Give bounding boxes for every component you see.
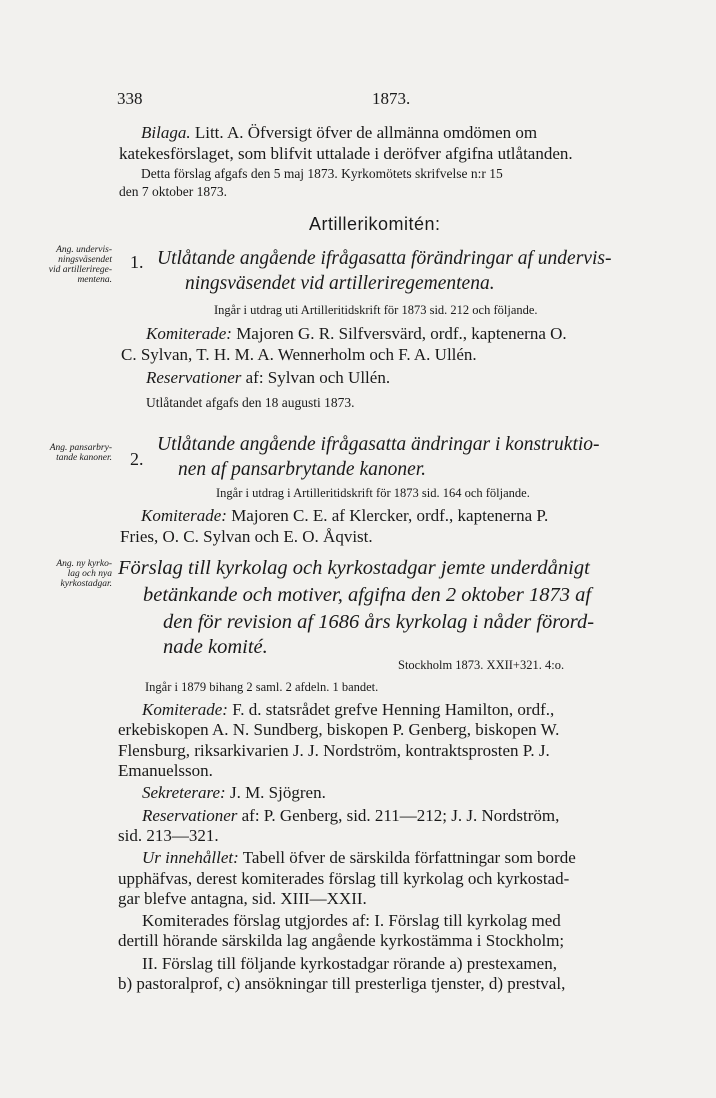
entry1-title-line-2: ningsväsendet vid artilleriregementena. [185, 273, 495, 294]
entry1-margin-note [48, 245, 112, 285]
entry2-ingar: Ingår i utdrag i Artilleritidskrift för 1873 sid. 164 och följande. [216, 486, 530, 500]
entry3-komiterade-line-3: Flensburg, riksarkivarien J. J. Nordström, kontraktsprosten P. J. [118, 741, 550, 760]
entry3-title-line-3: den för revision af 1686 års kyrkolag i nåder förord- [163, 611, 595, 633]
entry3-margin-line: Ang. ny kyrko- [56, 559, 112, 569]
entry2-margin-line: Ang. pansarbry- [49, 443, 112, 453]
section-title: Artillerikomitén: [309, 214, 441, 234]
entry3-reservationer-label: Reservationer [142, 806, 238, 825]
entry3-ur-label: Ur innehållet: [142, 848, 239, 867]
entry1-margin-line: vid artillerirege- [48, 265, 112, 275]
entry3-margin-line: kyrkostadgar. [60, 579, 112, 589]
entry1-reservationer [146, 366, 390, 389]
entry1-reservationer-text: af: Sylvan och Ullén. [241, 368, 391, 387]
entry3-sekreterare-text: J. M. Sjögren. [225, 783, 326, 802]
entry3-ur-line-1 [142, 846, 576, 869]
entry2-komiterade-label: Komiterade: [141, 506, 227, 525]
entry1-reservationer-label: Reservationer [146, 368, 242, 387]
entry1-komiterade-line-1 [146, 322, 567, 345]
entry3-paragraph-2-line-2: b) pastoralprof, c) ansökningar till presterliga tjenster, d) prestval, [118, 974, 566, 993]
entry3-komiterade-line-4: Emanuelsson. [118, 761, 213, 780]
entry2-komiterade-text: Majoren C. E. af Klercker, ordf., kaptenerna P. [226, 506, 549, 525]
entry3-ingar: Ingår i 1879 bihang 2 saml. 2 afdeln. 1 bandet. [145, 680, 379, 694]
entry3-komiterade-label: Komiterade: [142, 700, 228, 719]
entry3-ur-line-3: gar blefve antagna, sid. XIII—XXII. [118, 889, 367, 908]
entry1-number: 1. [130, 252, 144, 272]
running-header-year: 1873. [372, 89, 411, 108]
entry1-komiterade-line-2: C. Sylvan, T. H. M. A. Wennerholm och F. A. Ullén. [121, 345, 477, 364]
entry3-paragraph-1-line-1: Komiterades förslag utgjordes af: I. Förslag till kyrkolag med [142, 911, 561, 930]
entry3-margin-line: lag och nya [67, 569, 112, 579]
entry1-margin-line: Ang. undervis- [56, 245, 112, 255]
entry1-title-line-1: Utlåtande angående ifrågasatta förändringar af undervis- [157, 248, 612, 269]
entry3-title-line-4: nade komité. [163, 636, 268, 658]
entry3-imprint: Stockholm 1873. XXII+321. 4:o. [398, 658, 565, 672]
entry1-komiterade-label: Komiterade: [146, 324, 232, 343]
entry3-komiterade-text: F. d. statsrådet grefve Henning Hamilton, ordf., [227, 700, 555, 719]
entry3-title-line-2: betänkande och motiver, afgifna den 2 oktober 1873 af [143, 584, 592, 606]
entry3-ur-line-2: upphäfvas, derest komiterades förslag till kyrkolag och kyrkostad- [118, 869, 570, 888]
entry1-margin-line: mentena. [77, 275, 112, 285]
intro-line-3: Detta förslag afgafs den 5 maj 1873. Kyrkomötets skrifvelse n:r 15 [141, 166, 503, 181]
intro-line-2: katekesförslaget, som blifvit uttalade i deröfver afgifna utlåtanden. [119, 144, 573, 163]
entry3-ur-text: Tabell öfver de särskilda författningar som borde [238, 848, 576, 867]
entry3-reservationer-text: af: P. Genberg, sid. 211—212; J. J. Nordström, [237, 806, 560, 825]
entry3-komiterade-line-2: erkebiskopen A. N. Sundberg, biskopen P. Genberg, biskopen W. [118, 720, 560, 739]
intro-text-1: Litt. A. Öfversigt öfver de allmänna omdömen om [190, 123, 538, 142]
entry2-komiterade-line-1 [141, 504, 548, 527]
entry2-title-line-1: Utlåtande angående ifrågasatta ändringar i konstruktio- [157, 434, 600, 455]
intro-label: Bilaga. [141, 123, 191, 142]
entry1-margin-line: ningsväsendet [58, 255, 112, 265]
entry1-komiterade-text: Majoren G. R. Silfversvärd, ordf., kaptenerna O. [231, 324, 567, 343]
entry2-komiterade-line-2: Fries, O. C. Sylvan och E. O. Åqvist. [120, 527, 373, 546]
entry3-title-line-1: Förslag till kyrkolag och kyrkostadgar jemte underdånigt [118, 557, 590, 579]
entry1-ingar: Ingår i utdrag uti Artilleritidskrift för 1873 sid. 212 och följande. [214, 303, 538, 317]
entry2-margin-line: tande kanoner. [56, 453, 112, 463]
entry2-title-line-2: nen af pansarbrytande kanoner. [178, 459, 427, 480]
entry3-margin-note [48, 559, 112, 589]
entry3-paragraph-2-line-1: II. Förslag till följande kyrkostadgar rörande a) prestexamen, [142, 954, 557, 973]
intro-line-1 [141, 121, 537, 144]
entry3-reservationer-line-2: sid. 213—321. [118, 826, 219, 845]
intro-line-4: den 7 oktober 1873. [119, 184, 227, 199]
entry2-margin-note [48, 443, 112, 463]
entry3-sekreterare [142, 781, 326, 804]
entry1-afgafs: Utlåtandet afgafs den 18 augusti 1873. [146, 395, 355, 410]
entry3-sekreterare-label: Sekreterare: [142, 783, 226, 802]
page-number: 338 [117, 89, 143, 108]
entry3-paragraph-1-line-2: dertill hörande särskilda lag angående kyrkostämma i Stockholm; [118, 931, 565, 950]
entry2-number: 2. [130, 449, 144, 469]
